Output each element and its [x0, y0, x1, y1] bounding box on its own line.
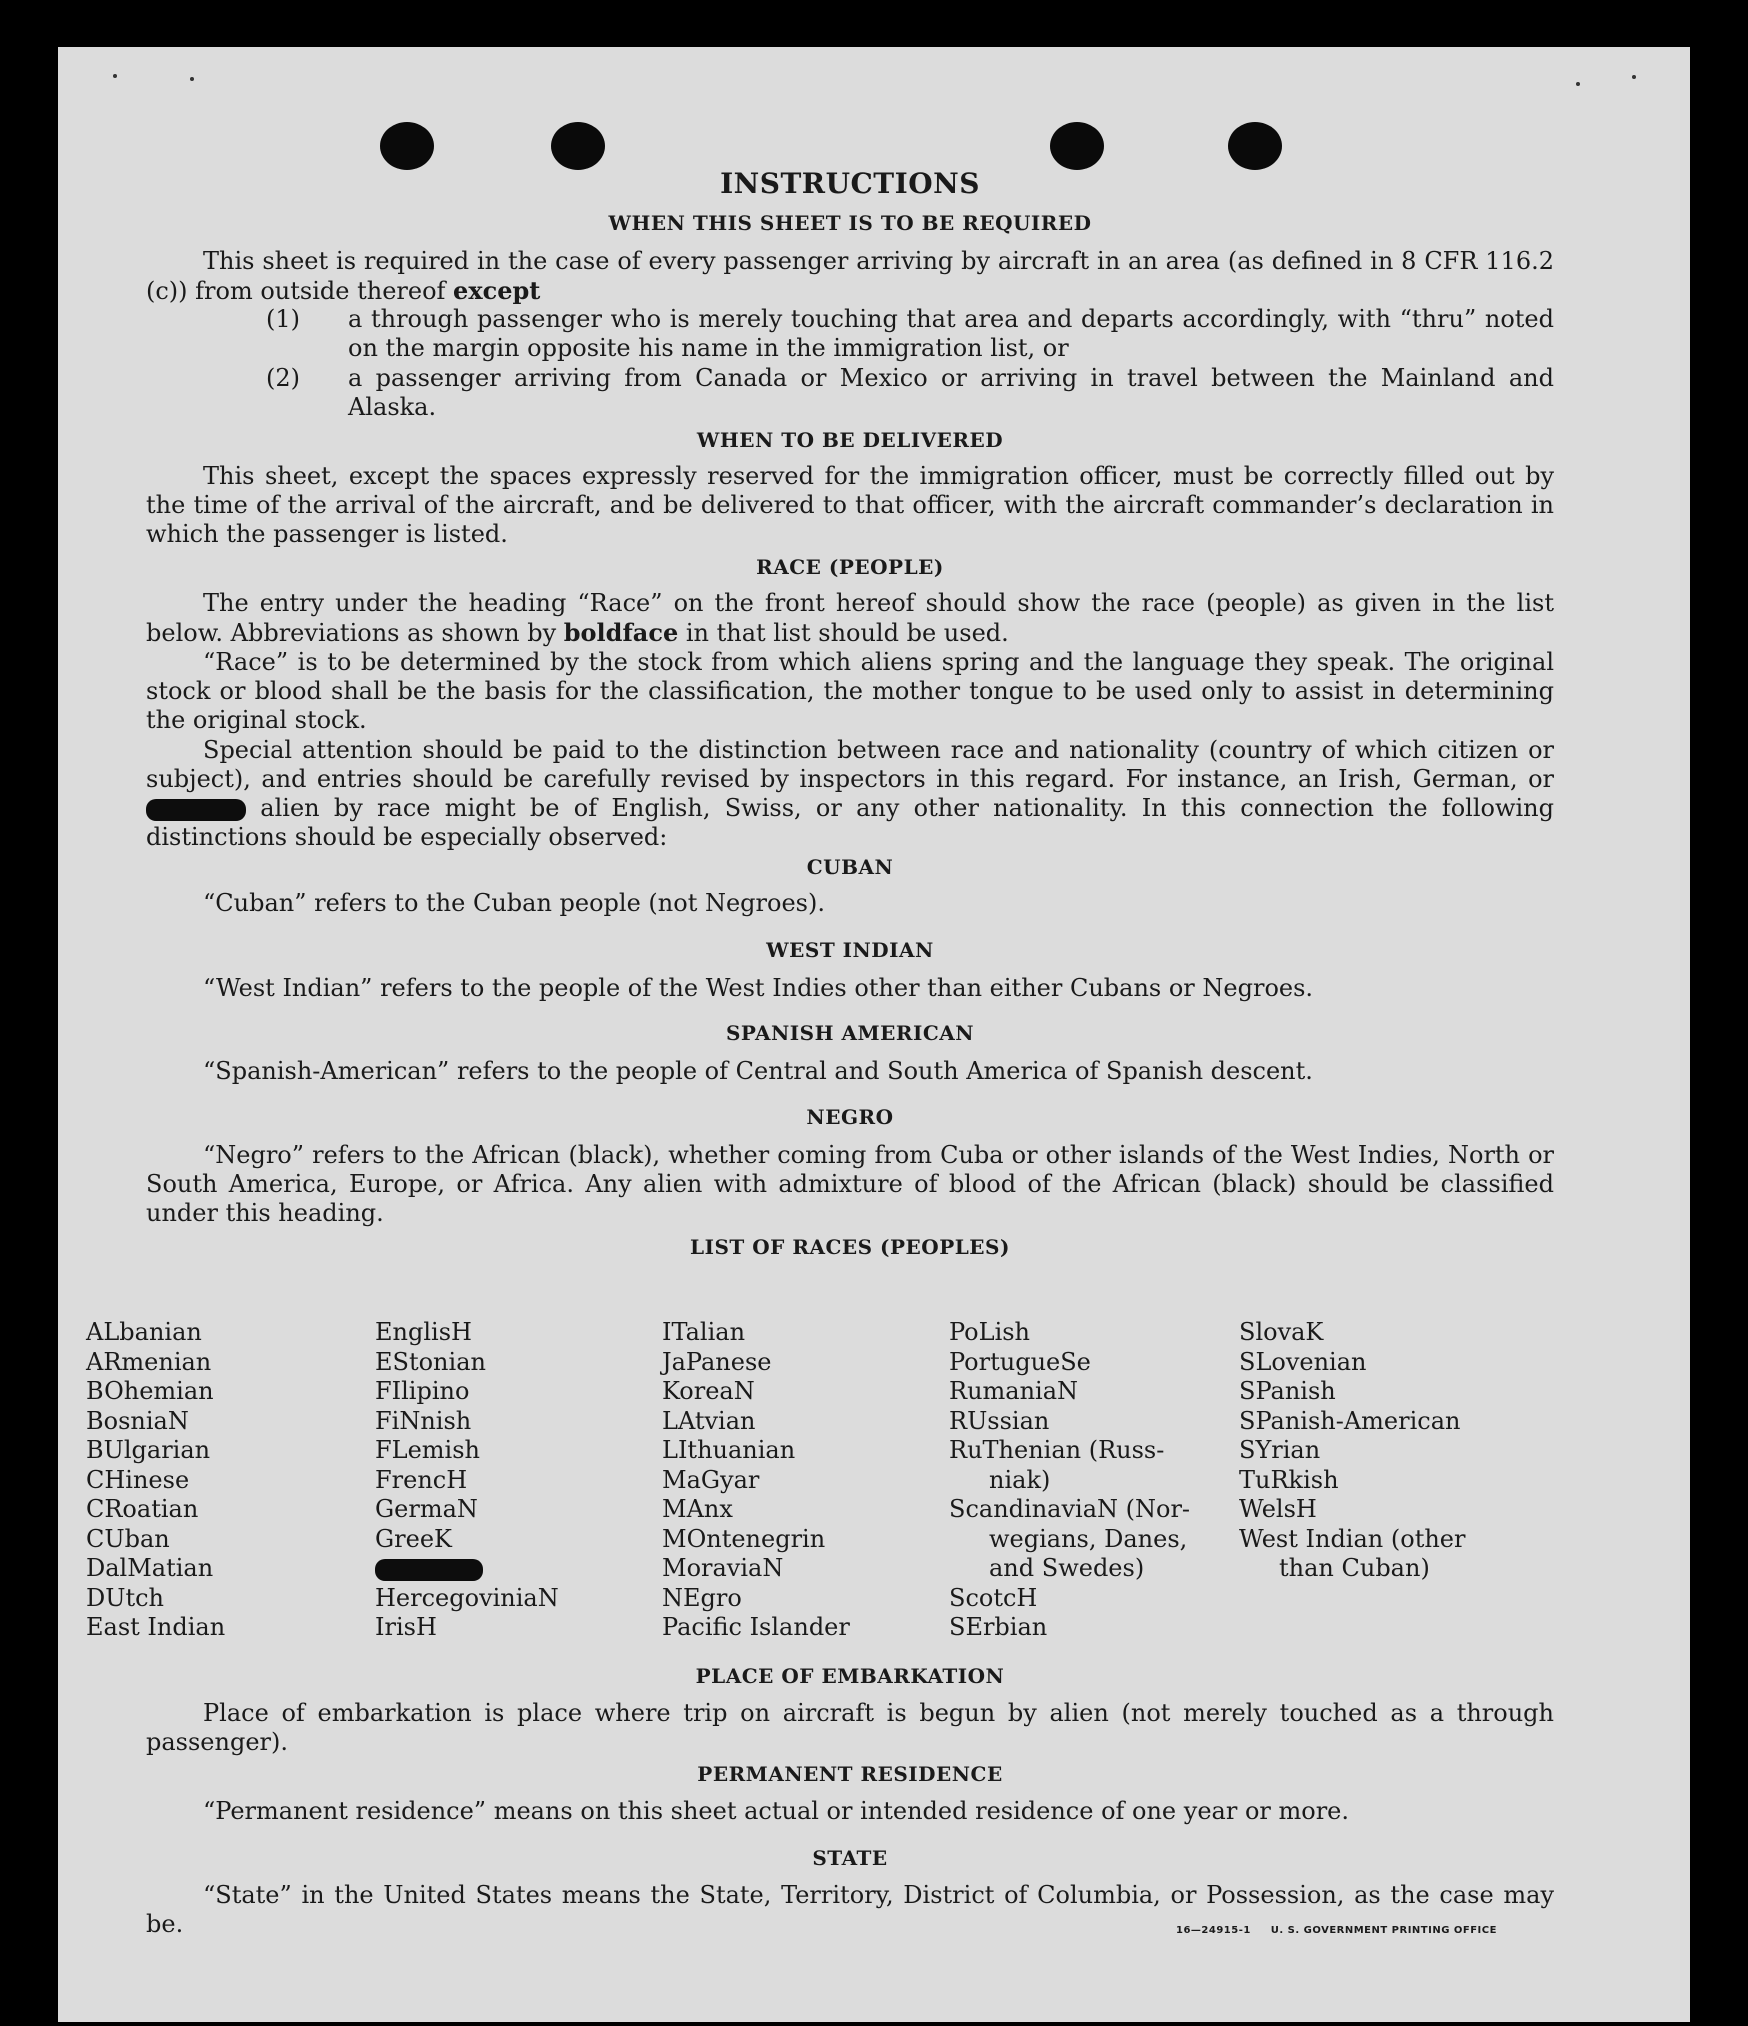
paragraph: “West Indian” refers to the people of the West Indies other than either Cubans or Negroes.: [203, 974, 1314, 1002]
race-entry: West Indian (other: [1239, 1524, 1466, 1553]
section-heading: WHEN TO BE DELIVERED: [696, 428, 1004, 452]
item-number: (2): [266, 364, 300, 392]
race-entry: East Indian: [86, 1613, 226, 1641]
paragraph: [146, 247, 1554, 306]
printer-imprint: [1176, 1925, 1497, 1936]
page-title: INSTRUCTIONS: [720, 167, 980, 200]
punch-hole: [1050, 122, 1104, 170]
race-entry: ITalian: [662, 1318, 746, 1346]
race-entry: DUtch: [86, 1583, 165, 1612]
race-column: [949, 1318, 1190, 1643]
speck: [113, 74, 117, 78]
paragraph: [146, 736, 1554, 852]
race-entry: CRoatian: [86, 1495, 199, 1523]
list-item: [266, 305, 1554, 363]
item-text: a passenger arriving from Canada or Mexico or arriving in travel between the Mainland and Alaska.: [348, 364, 1554, 421]
race-entry: BOhemian: [86, 1377, 214, 1405]
section-heading: RACE (PEOPLE): [756, 555, 944, 579]
race-column: [1239, 1318, 1465, 1584]
race-entry: ARmenian: [86, 1347, 212, 1376]
punch-hole: [1228, 122, 1282, 170]
punch-hole: [551, 122, 605, 170]
race-entry: MoraviaN: [662, 1554, 784, 1582]
race-entry: MOntenegrin: [662, 1524, 826, 1553]
race-entry: RuThenian (Russ-: [949, 1436, 1165, 1464]
paragraph: “Negro” refers to the African (black), whether coming from Cuba or other islands of the West Indies, North or South America, Europe, or Africa. Any alien with admixture of blood of the African (black) should be classified under this heading.: [146, 1141, 1554, 1227]
document-page: [58, 47, 1690, 2022]
race-entry-continued: than Cuban): [1279, 1554, 1430, 1582]
section-heading: NEGRO: [806, 1105, 894, 1129]
race-entry: CHinese: [86, 1465, 190, 1494]
race-entry: SYrian: [1239, 1436, 1321, 1464]
race-entry: FIlipino: [375, 1377, 470, 1405]
race-entry: MAnx: [662, 1495, 733, 1523]
redaction-mark: [375, 1559, 483, 1581]
printer-name: U. S. GOVERNMENT PRINTING OFFICE: [1270, 1925, 1497, 1936]
race-entry: KoreaN: [662, 1377, 755, 1405]
race-entry: FiNnish: [375, 1406, 472, 1435]
speck: [190, 77, 194, 81]
item-text: a through passenger who is merely touching that area and departs accordingly, with “thru” noted on the margin opposite his name in the immigration list, or: [348, 305, 1554, 362]
race-entry: Pacific Islander: [662, 1613, 850, 1641]
race-entry: LIthuanian: [662, 1436, 796, 1464]
paragraph: This sheet, except the spaces expressly reserved for the immigration officer, must be correctly filled out by the time of the arrival of the aircraft, and be delivered to that officer, with the aircraft commander’s declaration in which the passenger is listed.: [146, 462, 1554, 548]
race-entry: GermaN: [375, 1495, 478, 1523]
paragraph: “Race” is to be determined by the stock from which aliens spring and the language they speak. The original stock or blood shall be the basis for the classification, the mother tongue to be used only to assist in determining the original stock.: [146, 648, 1554, 734]
intro-bold: except: [453, 276, 541, 305]
race-bold: boldface: [563, 618, 679, 647]
paragraph: “Permanent residence” means on this sheet actual or intended residence of one year or more.: [203, 1797, 1349, 1825]
race-column: [662, 1318, 850, 1643]
race-entry: ALbanian: [86, 1318, 202, 1346]
race-column: [375, 1318, 559, 1643]
race-entry: PoLish: [949, 1318, 1031, 1346]
race-entry: SPanish-American: [1239, 1406, 1461, 1435]
section-heading: WEST INDIAN: [766, 938, 934, 962]
race-entry: EnglisH: [375, 1318, 472, 1346]
section-heading: SPANISH AMERICAN: [725, 1021, 975, 1045]
form-number: 16—24915-1: [1176, 1925, 1251, 1936]
race-entry: JaPanese: [662, 1347, 772, 1376]
paragraph: “State” in the United States means the State, Territory, District of Columbia, or Possession, as the case may be.: [146, 1881, 1554, 1938]
race-entry-continued: niak): [989, 1465, 1051, 1494]
race-entry: LAtvian: [662, 1406, 756, 1435]
race-entry: RumaniaN: [949, 1377, 1079, 1405]
race-column: [86, 1318, 225, 1643]
race-entry-continued: wegians, Danes,: [989, 1524, 1188, 1553]
race-entry: PortugueSe: [949, 1347, 1091, 1376]
race-entry: EStonian: [375, 1347, 486, 1376]
race-entry-continued: and Swedes): [989, 1554, 1145, 1582]
race-entry: BUlgarian: [86, 1436, 211, 1464]
race-text: in that list should be used.: [685, 619, 1009, 647]
speck: [1576, 82, 1580, 86]
race-entry: ScotcH: [949, 1583, 1038, 1612]
race-entry: CUban: [86, 1524, 170, 1553]
race-entry: SlovaK: [1239, 1318, 1324, 1346]
paragraph: “Spanish-American” refers to the people of Central and South America of Spanish descent.: [203, 1057, 1313, 1085]
race-entry: SLovenian: [1239, 1347, 1367, 1376]
section-heading: LIST OF RACES (PEOPLES): [690, 1235, 1010, 1259]
race-entry: TuRkish: [1239, 1465, 1339, 1494]
redaction-mark: [146, 799, 246, 821]
race-entry: ScandinaviaN (Nor-: [949, 1495, 1191, 1523]
race-entry: GreeK: [375, 1524, 452, 1553]
race-entry: BosniaN: [86, 1406, 189, 1435]
paragraph: [146, 589, 1554, 648]
section-heading: PLACE OF EMBARKATION: [695, 1664, 1005, 1688]
intro-text: This sheet is required in the case of every passenger arriving by aircraft in an area (as defined in 8 CFR 116.2 (c)) from outside thereof: [146, 247, 1554, 305]
race-entry: SErbian: [949, 1613, 1048, 1641]
race-entry: MaGyar: [662, 1465, 760, 1494]
paragraph: “Cuban” refers to the Cuban people (not Negroes).: [203, 889, 825, 917]
section-heading: STATE: [812, 1846, 888, 1870]
race-entry: SPanish: [1239, 1377, 1336, 1405]
race-text: The entry under the heading “Race” on the front hereof should show the race (people) as given in the list below. Abbreviations as shown by: [146, 589, 1554, 647]
punch-hole: [380, 122, 434, 170]
race-entry: WelsH: [1239, 1495, 1317, 1523]
race-entry: FrencH: [375, 1465, 468, 1494]
item-number: (1): [266, 305, 300, 333]
paragraph: Place of embarkation is place where trip on aircraft is begun by alien (not merely touched as a through passenger).: [146, 1699, 1554, 1756]
race-entry-redacted: [375, 1554, 559, 1584]
race-entry: DalMatian: [86, 1554, 214, 1582]
race-entry: IrisH: [375, 1613, 437, 1641]
section-heading: WHEN THIS SHEET IS TO BE REQUIRED: [608, 211, 1092, 235]
race-entry: RUssian: [949, 1406, 1050, 1435]
race-entry: FLemish: [375, 1436, 480, 1464]
section-heading: CUBAN: [806, 855, 894, 879]
section-heading: PERMANENT RESIDENCE: [697, 1762, 1003, 1786]
speck: [1632, 75, 1636, 79]
race-text: Special attention should be paid to the distinction between race and nationality (country of which citizen or subject), and entries should be carefully revised by inspectors in this regard. For instance, an Irish, German, or: [146, 736, 1554, 793]
race-text: alien by race might be of English, Swiss, or any other nationality. In this connection the following distinctions should be especially observed:: [146, 794, 1554, 851]
list-item: [266, 364, 1554, 422]
race-entry: NEgro: [662, 1583, 742, 1612]
race-entry: HercegoviniaN: [375, 1583, 559, 1612]
